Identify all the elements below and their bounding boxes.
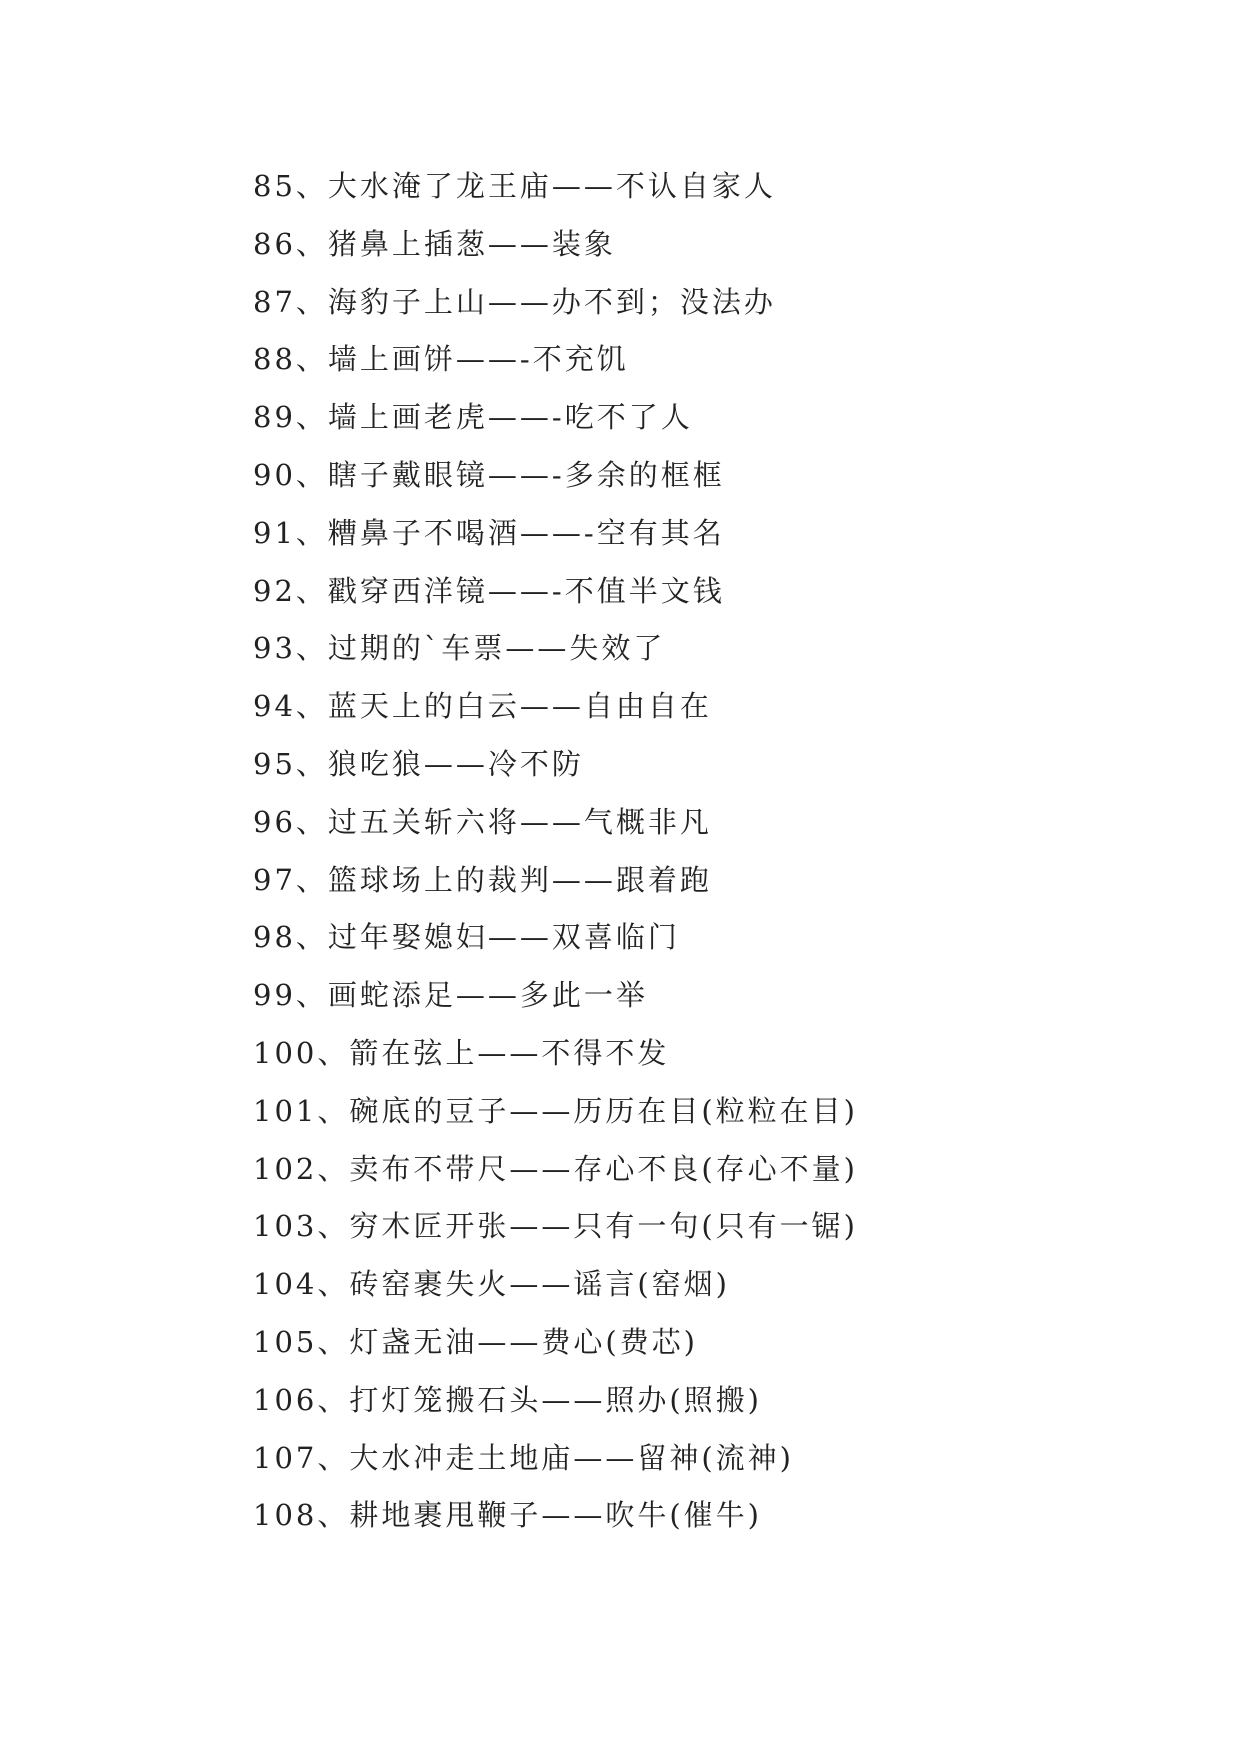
- list-item: 85、大水淹了龙王庙——不认自家人: [253, 169, 776, 203]
- list-item: 97、篮球场上的裁判——跟着跑: [253, 862, 712, 897]
- list-item: 88、墙上画饼——-不充饥: [253, 342, 629, 377]
- list-item: 93、过期的`车票——失效了: [253, 631, 666, 666]
- list-item: 90、瞎子戴眼镜——-多余的框框: [253, 457, 725, 492]
- list-item: 91、糟鼻子不喝酒——-空有其名: [253, 515, 725, 550]
- list-item: 106、打灯笼搬石头——照办(照搬): [253, 1382, 762, 1417]
- list-item: 105、灯盏无油——费心(费芯): [253, 1324, 698, 1359]
- list-item: 98、过年娶媳妇——双喜临门: [253, 920, 680, 955]
- list-item: 102、卖布不带尺——存心不良(存心不量): [253, 1151, 858, 1186]
- list-item: 89、墙上画老虎——-吃不了人: [253, 400, 693, 435]
- list-item: 103、穷木匠开张——只有一句(只有一锯): [253, 1209, 858, 1244]
- list-item: 86、猪鼻上插葱——装象: [253, 226, 616, 261]
- list-item: 87、海豹子上山——办不到；没法办: [253, 284, 776, 319]
- list-item: 100、箭在弦上——不得不发: [253, 1035, 670, 1070]
- list-item: 92、戳穿西洋镜——-不值半文钱: [253, 573, 725, 608]
- list-item: 99、画蛇添足——多此一举: [253, 978, 648, 1013]
- list-item: 94、蓝天上的白云——自由自在: [253, 689, 712, 724]
- xiehouyu-list: [253, 158, 858, 1545]
- list-item: 95、狼吃狼——冷不防: [253, 746, 584, 781]
- list-item: 108、耕地裹甩鞭子——吹牛(催牛): [253, 1498, 762, 1533]
- list-item: 107、大水冲走土地庙——留神(流神): [253, 1440, 794, 1475]
- list-item: 104、砖窑裹失火——谣言(窑烟): [253, 1267, 730, 1302]
- list-item: 96、过五关斩六将——气概非凡: [253, 804, 712, 839]
- list-item: 101、碗底的豆子——历历在目(粒粒在目): [253, 1093, 858, 1128]
